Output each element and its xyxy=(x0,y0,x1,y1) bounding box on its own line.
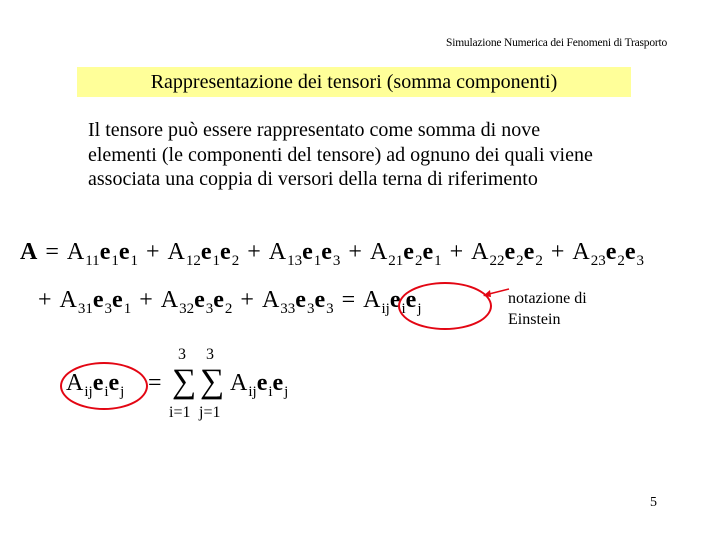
title-box xyxy=(77,67,631,97)
slide-title: Rappresentazione dei tensori (somma componenti) xyxy=(150,70,558,93)
sum-i-upper: 3 xyxy=(178,346,186,363)
tensor-sum-line-2: + $A_{31}e_3e_1 + A_{32}e_3e_2 + A_{33}e_3e_3 = A_{ij}e_ie_j$ xyxy=(38,287,422,317)
tensor-sum-line-1: $A = A_{11}e_1e_1 + A_{12}e_1e_2 + A_{13}e_1e_3 + A_{21}e_2e_1 + A_{22}e_2e_2 + A_{23}e_2e_3$ xyxy=(20,239,645,269)
sum-j-lower: j=1 xyxy=(199,404,221,421)
sum-i-lower: i=1 xyxy=(169,404,191,421)
summation-rhs: $A_{ij}e_ie_j$ xyxy=(230,370,289,400)
summation-lhs: $A_{ij}e_ie_j$ xyxy=(66,370,125,400)
slide-header: Simulazione Numerica dei Fenomeni di Trasporto xyxy=(446,37,668,49)
sigma-j-icon: ∑ xyxy=(200,363,225,400)
note-arrow-icon xyxy=(482,286,510,300)
einstein-highlight-oval xyxy=(398,282,492,330)
body-paragraph: Il tensore può essere rappresentato come somma di nove elementi (le componenti del tensore) ad ognuno dei quali viene associata una coppia di versori della terna di riferimento xyxy=(88,119,593,191)
einstein-note-line-1: notazione di xyxy=(508,290,587,307)
summation-equals: = xyxy=(148,370,162,396)
einstein-note xyxy=(508,288,587,330)
sigma-i-icon: ∑ xyxy=(172,363,197,400)
sum-j-upper: 3 xyxy=(206,346,214,363)
einstein-note-line-2: Einstein xyxy=(508,311,561,328)
page-number: 5 xyxy=(650,495,657,510)
